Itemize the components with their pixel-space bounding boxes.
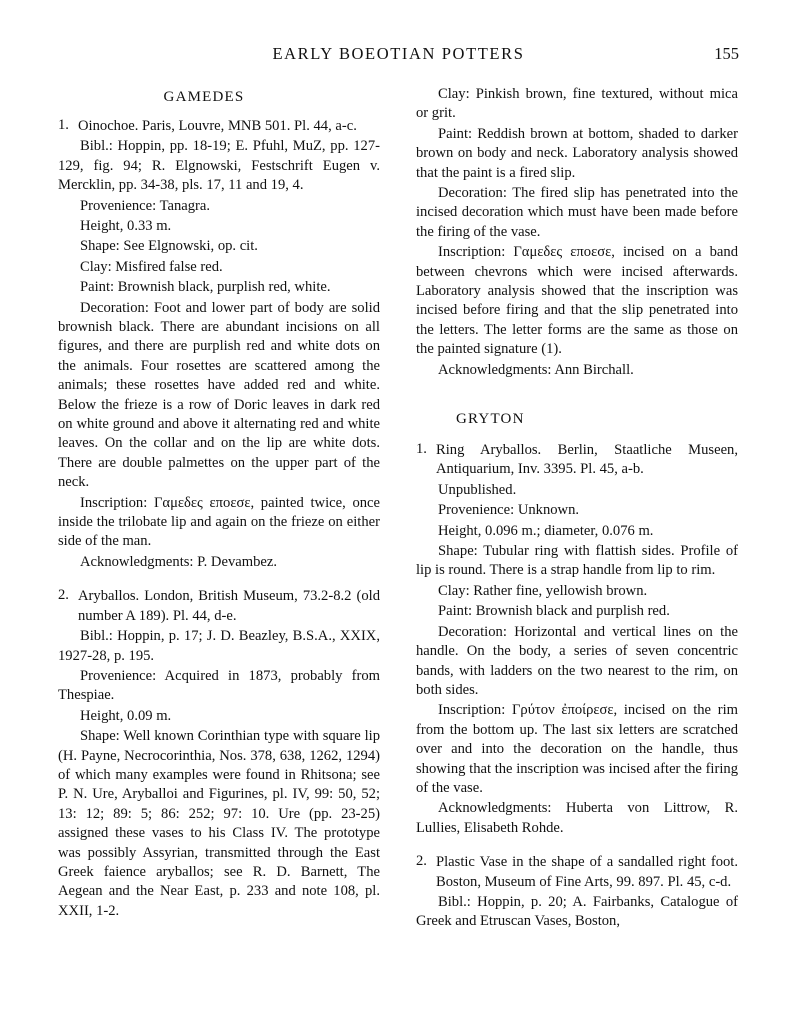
entry-body [436,852,738,892]
entry-paint: Paint: Brownish black and purplish red. [438,603,670,620]
entry-height: Height, 0.33 m. [80,217,172,234]
entry-inscription: Inscription: Γρύτον ἐποίρεσε, incised on the rim from the bottom up. The last six letters are scratched over and into the decoration on the handle, thus showing that the inscription was incised after the firing of the vase. [416,702,738,796]
entry-body [78,586,380,626]
entry-inscription: Inscription: Γαμεδες εποεσε, painted twice, once inside the trilobate lip and again on the frieze on either side of the man. [58,494,380,550]
entry-dimensions: Height, 0.096 m.; diameter, 0.076 m. [438,522,654,539]
section-divider [416,380,738,394]
entry-height: Height, 0.09 m. [80,707,172,724]
entry-heading: Plastic Vase in the shape of a sandalled right foot. Boston, Museum of Fine Arts, 99. 897. Pl. 45, c-d. [436,854,738,890]
running-title: EARLY BOEOTIAN POTTERS [272,44,525,63]
entry-acknowledgments: Acknowledgments: Ann Birchall. [438,361,634,378]
entry-decoration: Decoration: The fired slip has penetrated into the incised decoration which must have been made before the firing of the vase. [416,185,738,240]
page-number: 155 [714,44,739,63]
section-heading-gamedes: GAMEDES [163,89,245,105]
entry-shape: Shape: Tubular ring with flattish sides. Profile of lip is round. There is a strap handle from lip to rim. [416,543,738,579]
entry-shape: Shape: See Elgnowski, op. cit. [80,238,258,255]
entry-heading: Aryballos. London, British Museum, 73.2-8.2 (old number A 189). Pl. 44, d-e. [78,588,380,624]
page-header [58,44,739,78]
entry-number: 1. [416,441,427,458]
left-column [58,84,380,921]
entry-provenience: Provenience: Unknown. [438,502,580,519]
entry-provenience: Provenience: Acquired in 1873, probably from Thespiae. [58,667,380,704]
entry-decoration: Decoration: Foot and lower part of body are solid brownish black. There are abundant incisions on all figures, and there are purplish red and white dots on the animals. Four rosettes are scattered among the animals; these rosettes have added red and white. Below the frieze is a row of Doric leaves in dark red on white ground and above it alternating red and white leaves. On the collar and on the lip are white dots. There are double palmettes on the upper part of the neck. [58,299,380,491]
entry-bibliography: Bibl.: Hoppin, pp. 18-19; E. Pfuhl, MuZ, pp. 127-129, fig. 94; R. Elgnowski, Festschrift Eugen v. Mercklin, pp. 34-38, pls. 17, 11 and 19, 4. [58,138,380,194]
catalog-entry [416,440,738,480]
entry-divider [416,838,738,846]
entry-divider [58,572,380,580]
entry-clay: Clay: Rather fine, yellowish brown. [438,582,648,599]
entry-bibliography: Bibl.: Hoppin, p. 17; J. D. Beazley, B.S.A., XXIX, 1927-28, p. 195. [58,628,380,664]
entry-provenience: Provenience: Tanagra. [80,197,210,214]
entry-inscription: Inscription: Γαμεδες εποεσε, incised on a band between chevrons which were incised afterwards. Laboratory analysis showed that the inscription was incised before firing and that the slip penetrated into the letters. The letter forms are the same as those on the painted signature (1). [416,244,738,358]
entry-body [78,116,380,136]
entry-acknowledgments: Acknowledgments: Huberta von Littrow, R. Lullies, Elisabeth Rohde. [416,800,738,836]
entry-heading: Ring Aryballos. Berlin, Staatliche Museen, Antiquarium, Inv. 3395. Pl. 45, a-b. [436,442,738,478]
entry-number: 1. [58,116,69,133]
section-heading-gryton: GRYTON [456,411,525,428]
right-column [416,84,738,932]
entry-decoration: Decoration: Horizontal and vertical lines on the handle. On the body, a series of seven concentric bands, with ladders on the two nearest to the rim, on both sides. [416,623,738,698]
entry-shape: Shape: Well known Corinthian type with square lip (H. Payne, Necrocorinthia, Nos. 378, 638, 1262, 1294) of which many examples were found in Rhitsona; see P. N. Ure, Aryballoi and Figurines, pl. IV, 99: 50, 52; 13: 12; 89: 5; 86: 252; 97: 10. Ure (pp. 23-25) assigned these vases to his Class IV. The prototype was possibly Assyrian, transmitted through the East Greek faience aryballos; see R. D. Barnett, The Aegean and the Near East, p. 233 and note 108, pl. XXII, 1-2. [58,728,380,919]
catalog-entry [58,586,380,626]
entry-body [436,440,738,480]
entry-clay: Clay: Pinkish brown, fine textured, without mica or grit. [416,86,738,122]
entry-heading: Oinochoe. Paris, Louvre, MNB 501. Pl. 44, a-c. [78,117,357,134]
entry-paint: Paint: Brownish black, purplish red, white. [80,279,331,296]
entry-clay: Clay: Misfired false red. [80,258,223,275]
two-column-body [58,84,739,932]
entry-number: 2. [58,587,69,604]
entry-number: 2. [416,853,427,870]
entry-acknowledgments: Acknowledgments: P. Devambez. [80,553,277,570]
catalog-entry [58,116,380,136]
entry-bibliography: Bibl.: Hoppin, p. 20; A. Fairbanks, Catalogue of Greek and Etruscan Vases, Boston, [416,893,738,930]
entry-publication-status: Unpublished. [438,481,517,498]
entry-paint: Paint: Reddish brown at bottom, shaded to darker brown on body and neck. Laboratory analysis showed that the paint is a fired slip. [416,125,738,181]
catalog-entry [416,852,738,892]
